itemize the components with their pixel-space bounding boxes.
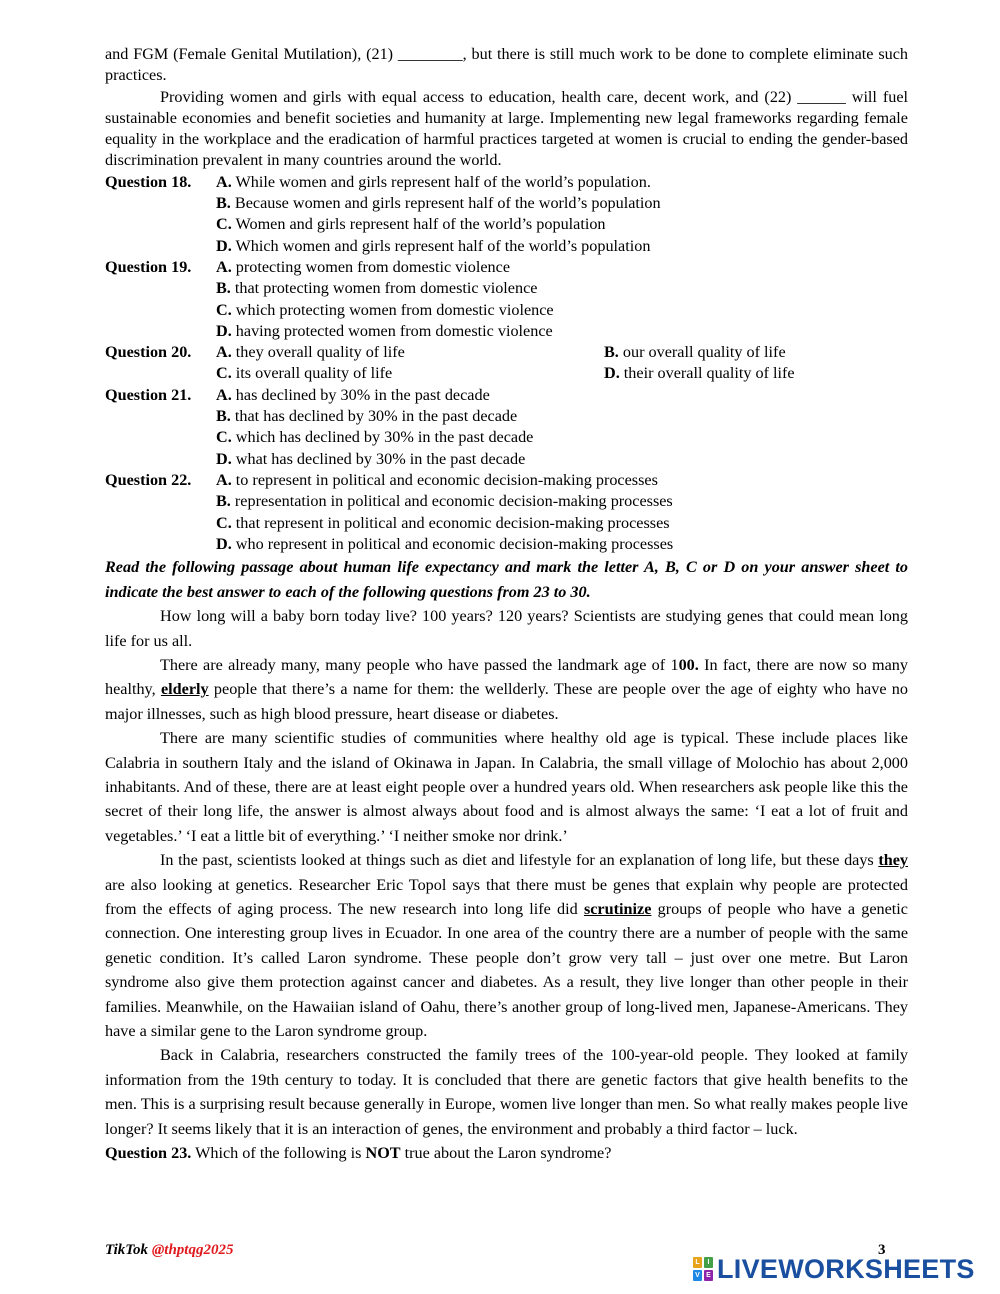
question-label: Question 18.: [105, 172, 192, 191]
question-20: [105, 342, 908, 385]
question-label: Question 22.: [105, 470, 192, 489]
option-a[interactable]: A. While women and girls represent half of the world’s population.: [216, 172, 651, 191]
option-b[interactable]: B. that has declined by 30% in the past decade: [216, 407, 518, 426]
option-d[interactable]: D. who represent in political and economic decision-making processes: [216, 534, 674, 553]
question-label: Question 19.: [105, 257, 192, 276]
worksheet-page: [105, 44, 908, 1165]
intro-paragraph: Providing women and girls with equal access to education, health care, decent work, and (22) ______ will fuel sustainable economies and benefit societies and humanity at large. Implementing new legal frameworks regarding female equality in the workplace and the eradication of harmful practices targeted at women is crucial to ending the gender-based discrimination prevalent in many countries around the world.: [105, 87, 908, 170]
passage-paragraph-2: There are already many, many people who have passed the landmark age of 100. In fact, there are now so many healthy, elderly people that there’s a name for them: the wellderly. These are people over the age of eighty who have no major illnesses, such as high blood pressure, heart disease or diabetes.: [105, 655, 908, 723]
footer-brand: TikTok @thptqg2025: [105, 1242, 234, 1258]
option-c[interactable]: C. which has declined by 30% in the past decade: [216, 428, 534, 447]
underlined-word-they: they: [878, 851, 908, 870]
question-label: Question 23.: [105, 1144, 192, 1163]
option-a[interactable]: A. protecting women from domestic violence: [216, 257, 511, 276]
question-label: Question 21.: [105, 385, 192, 404]
question-22: [105, 470, 908, 555]
option-d[interactable]: D. Which women and girls represent half of the world’s population: [216, 236, 651, 255]
option-b[interactable]: B. that protecting women from domestic violence: [216, 279, 538, 298]
option-b[interactable]: B. Because women and girls represent half of the world’s population: [216, 194, 661, 213]
option-a[interactable]: A. to represent in political and economic decision-making processes: [216, 470, 658, 489]
underlined-word-scrutinize: scrutinize: [583, 900, 652, 918]
question-label: Question 20.: [105, 343, 192, 362]
question-21: [105, 385, 908, 470]
liveworksheets-icon: L I V E: [693, 1257, 713, 1281]
option-c[interactable]: C. that represent in political and economic decision-making processes: [216, 513, 670, 532]
passage-paragraph-1: How long will a baby born today live? 100 years? 120 years? Scientists are studying genes that could mean long life for us all.: [105, 607, 908, 650]
question-18: [105, 172, 908, 257]
option-c[interactable]: C. Women and girls represent half of the world’s population: [216, 215, 606, 234]
option-c[interactable]: C. which protecting women from domestic violence: [216, 300, 554, 319]
liveworksheets-wordmark: LIVEWORKSHEETS: [717, 1253, 975, 1284]
intro-line: and FGM (Female Genital Mutilation), (21) ________, but there is still much work to be done to complete eliminate such practices.: [105, 45, 908, 85]
tiktok-handle: @thptqg2025: [151, 1242, 234, 1258]
passage-paragraph-4: In the past, scientists looked at things such as diet and lifestyle for an explanation of long life, but these days they are also looking at genetics. Researcher Eric Topol says that there must be genes that explain why people are protected from the effects of aging process. The new research into long life did scrutinize groups of people who have a genetic connection. One interesting group lives in Ecuador. In one area of the country there are a number of people with the same genetic condition. It’s called Laron syndrome. These people don’t grow very tall – just over one metre. But Laron syndrome also give them protection against cancer and diabetes. As a result, they live longer than other people in their families. Meanwhile, on the Hawaiian island of Oahu, there’s another group of long-lived men, Japanese-Americans. They have a similar gene to the Laron syndrome group.: [105, 851, 908, 1041]
option-a[interactable]: A. has declined by 30% in the past decade: [216, 385, 490, 404]
option-a[interactable]: A. they overall quality of life: [216, 343, 405, 362]
passage-paragraph-5: Back in Calabria, researchers constructed the family trees of the 100-year-old people. They looked at family information from the 19th century to today. It is concluded that there are genetic factors that give health benefits to the men. This is a surprising result because generally in Europe, women live longer than men. So what really makes people live longer? It seems likely that it is an interaction of genes, the environment and probably a third factor – luck.: [105, 1046, 908, 1138]
option-d[interactable]: D. having protected women from domestic violence: [216, 321, 553, 340]
option-d[interactable]: D. their overall quality of life: [604, 364, 795, 383]
option-b[interactable]: B. representation in political and economic decision-making processes: [216, 492, 673, 511]
reading-instruction: Read the following passage about human life expectancy and mark the letter A, B, C or D on your answer sheet to indicate the best answer to each of the following questions from 23 to 30.: [105, 558, 908, 601]
liveworksheets-logo[interactable]: [693, 1254, 975, 1284]
question-23: Question 23. Which of the following is NOT true about the Laron syndrome?: [105, 1144, 612, 1163]
option-b[interactable]: B. our overall quality of life: [604, 343, 786, 362]
option-d[interactable]: D. what has declined by 30% in the past decade: [216, 449, 526, 468]
page-number: 3: [878, 1242, 886, 1258]
passage-paragraph-3: There are many scientific studies of communities where healthy old age is typical. These include places like Calabria in southern Italy and the island of Okinawa in Japan. In Calabria, the small village of Molochio has about 2,000 inhabitants. And of these, there are at least eight people over a hundred years old. When researchers ask people like this the secret of their long life, the answer is almost always about food and is almost always the same: ‘I eat a lot of fruit and vegetables.’ ‘I eat a little bit of everything.’ ‘I neither smoke nor drink.’: [105, 729, 908, 845]
question-19: [105, 257, 908, 342]
underlined-word-elderly: elderly: [160, 680, 209, 699]
option-c[interactable]: C. its overall quality of life: [216, 364, 393, 383]
